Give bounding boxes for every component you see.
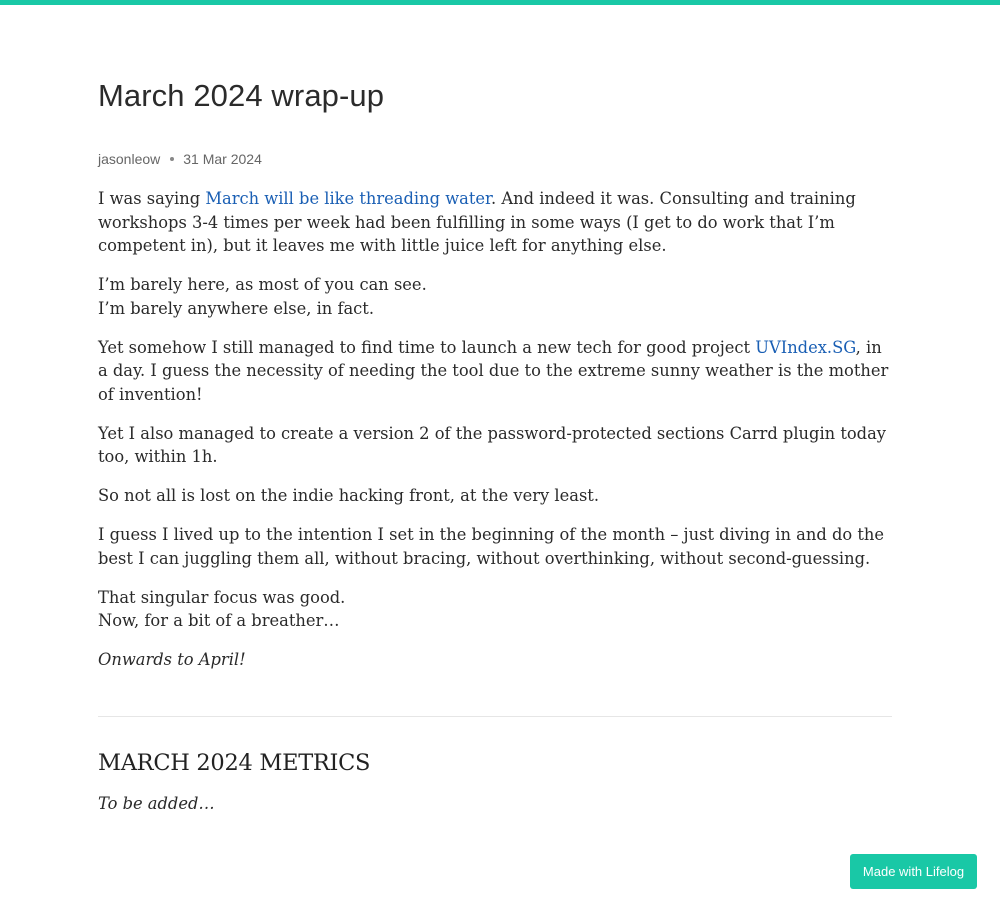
paragraph-7: That singular focus was good. Now, for a bit of a breather… [98, 587, 346, 630]
separator-dot [170, 157, 174, 161]
author-name[interactable]: jasonleow [98, 151, 161, 167]
paragraph-2: I’m barely here, as most of you can see. I’m barely anywhere else, in fact. [98, 275, 427, 318]
top-accent-bar [0, 0, 1000, 5]
paragraph-3: Yet somehow I still managed to find time to launch a new tech for good project UVIndex.SG, in a day. I guess the necessity of needing the tool due to the extreme sunny weather is the mother of invention! [98, 337, 889, 404]
link-march-threading-water[interactable]: March will be like threading water [205, 189, 492, 208]
post-date: 31 Mar 2024 [183, 151, 262, 167]
paragraph-1: I was saying March will be like threading water. And indeed it was. Consulting and training workshops 3-4 times per week had been fulfilling in some ways (I get to do work that I’m competent in), but it leaves me with little juice left for anything else. [98, 189, 856, 255]
metrics-heading: MARCH 2024 METRICS [98, 749, 371, 776]
link-uvindex-sg[interactable]: UVIndex.SG [755, 337, 856, 357]
metrics-note: To be added… [98, 793, 215, 813]
blog-post [98, 72, 894, 815]
section-divider [98, 716, 892, 717]
paragraph-5: So not all is lost on the indie hacking front, at the very least. [98, 486, 600, 505]
made-with-lifelog-button[interactable]: Made with Lifelog [850, 854, 977, 889]
paragraph-6: I guess I lived up to the intention I set in the beginning of the month – just diving in and do the best I can juggling them all, without bracing, without overthinking, without second-guessing. [98, 525, 885, 568]
paragraph-4: Yet I also managed to create a version 2 of the password-protected sections Carrd plugin today too, within 1h. [98, 423, 886, 466]
post-meta [98, 150, 894, 168]
post-title: March 2024 wrap-up [98, 78, 385, 113]
post-body [98, 187, 894, 672]
paragraph-8: Onwards to April! [98, 650, 246, 669]
